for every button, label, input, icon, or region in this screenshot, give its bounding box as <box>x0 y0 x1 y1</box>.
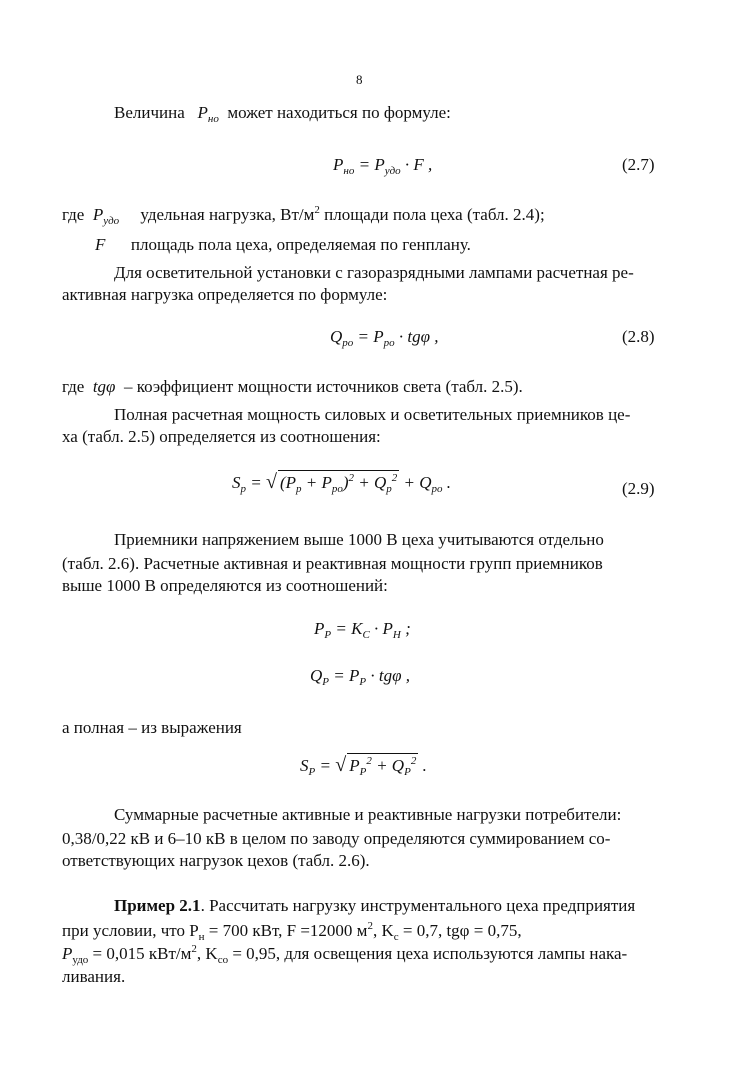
text-line: (табл. 2.6). Расчетные активная и реактивная мощности групп приемников <box>62 554 603 573</box>
text-line: где $P_{удо}$ удельная нагрузка, $Вт/м^2$ площади пола цеха (табл. 2.4); <box>62 204 545 227</box>
text-line: где tgφ – коэффициент мощности источников света (табл. 2.5). <box>62 377 523 396</box>
equation-number: (2.8) <box>622 327 655 346</box>
formula-2-8: $Q_{ро} = P_{ро} \cdot tg\varphi$ , <box>330 327 439 349</box>
text-line: Величина $P_{но}$ может находиться по формуле: <box>114 103 451 125</box>
example-line: ливания. <box>62 967 126 986</box>
formula-2-9: $S_р$ = √ $(P_р + P_{ро})^2 + Q_р^2 + Q_{ро}$ . <box>232 471 452 495</box>
example-line: при условии, что $P_н = 700$ кВт, F =12000 $м^2$, $K_с = 0,7$, tgφ = 0,75, <box>62 920 522 943</box>
text-line: ответствующих нагрузок цехов (табл. 2.6). <box>62 851 370 870</box>
text-line: F площадь пола цеха, определяемая по генплану. <box>95 235 471 254</box>
formula-2-7: $P_{но} = P_{удо} \cdot F$ , <box>333 155 433 177</box>
text-line: Полная расчетная мощность силовых и осветительных приемников це- <box>114 405 631 424</box>
text-line: Суммарные расчетные активные и реактивные нагрузки потребители: <box>114 805 622 824</box>
equation-number: (2.9) <box>622 479 655 498</box>
text-line: а полная – из выражения <box>62 718 242 737</box>
formula-reactive-power: $Q_P = P_P \cdot tg\varphi$ , <box>310 666 410 688</box>
equation-number: (2.7) <box>622 155 655 174</box>
text-line: ха (табл. 2.5) определяется из соотношения: <box>62 427 381 446</box>
text-line: активная нагрузка определяется по формуле: <box>62 285 388 304</box>
example-line: $P_{удо} = 0,015$ кВт/$м^2$, $K_{со} = 0,95$, для освещения цеха используются лампы нака- <box>62 943 628 966</box>
text-line: выше 1000 В определяются из соотношений: <box>62 576 388 595</box>
text-line: Приемники напряжением выше 1000 В цеха учитываются отдельно <box>114 530 604 549</box>
formula-apparent-power: $S_P$ = √ $P_P^2 + Q_P^2$ . <box>300 754 427 778</box>
example-line: Пример 2.1. Рассчитать нагрузку инструментального цеха предприятия <box>114 896 636 915</box>
text-line: Для осветительной установки с газоразрядными лампами расчетная ре- <box>114 263 634 282</box>
example-title: Пример 2.1 <box>114 896 201 915</box>
text-line: 0,38/0,22 кВ и 6–10 кВ в целом по заводу определяются суммированием со- <box>62 829 611 848</box>
page-number: 8 <box>356 72 363 87</box>
formula-active-power: $P_P = K_C \cdot P_H$ ; <box>314 619 411 641</box>
